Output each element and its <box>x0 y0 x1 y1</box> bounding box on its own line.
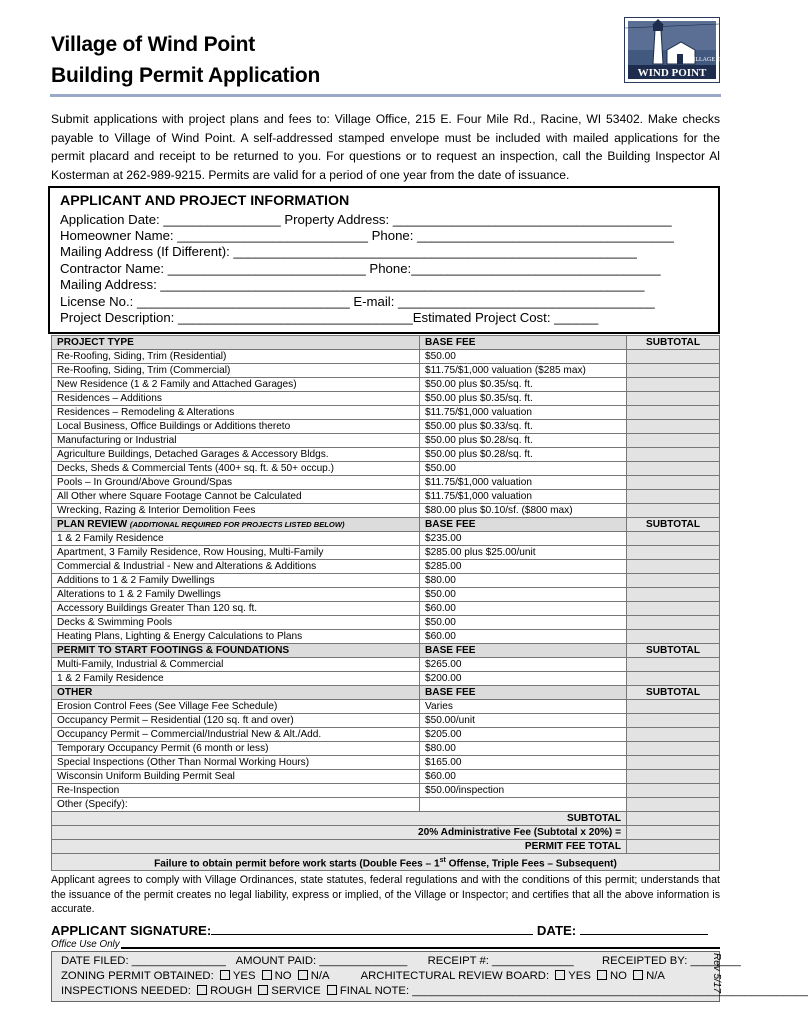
subtotal-field[interactable] <box>627 350 720 364</box>
subtotal-field[interactable] <box>627 770 720 784</box>
fee-row <box>52 448 720 462</box>
failure-notice-text-a: Failure to obtain permit before work starts (Double Fees – 1 <box>154 858 440 870</box>
fee-item: Occupancy Permit – Commercial/Industrial New & Alt./Add. <box>52 728 420 742</box>
other-header-row <box>52 686 720 700</box>
fee-amount: $11.75/$1,000 valuation <box>420 406 627 420</box>
fee-amount: $285.00 <box>420 560 627 574</box>
fee-item: Apartment, 3 Family Residence, Row Housing, Multi-Family <box>52 546 420 560</box>
office-row-1 <box>61 955 741 967</box>
office-use-label: Office Use Only <box>51 939 120 950</box>
subtotal-field[interactable] <box>627 728 720 742</box>
fee-amount: $50.00 plus $0.28/sq. ft. <box>420 434 627 448</box>
plan-review-header-note: (ADDITIONAL REQUIRED FOR PROJECTS LISTED BELOW) <box>129 520 345 529</box>
fee-row <box>52 420 720 434</box>
fee-item: Multi-Family, Industrial & Commercial <box>52 658 420 672</box>
final-checkbox[interactable] <box>327 985 337 995</box>
zoning-na-label: N/A <box>310 970 329 982</box>
fee-item: Wrecking, Razing & Interior Demolition Fees <box>52 504 420 518</box>
subtotal-field[interactable] <box>627 588 720 602</box>
fee-amount: $80.00 <box>420 742 627 756</box>
license-email-line[interactable]: License No.: _____________________________ E-mail: ___________________________________ <box>60 294 655 309</box>
contractor-mailing-line[interactable]: Mailing Address: __________________________________________________________________ <box>60 277 645 292</box>
fee-amount: $60.00 <box>420 602 627 616</box>
subtotal-header: SUBTOTAL <box>627 686 720 700</box>
subtotal-field[interactable] <box>627 434 720 448</box>
base-fee-header: BASE FEE <box>420 644 627 658</box>
fee-row <box>52 490 720 504</box>
fee-row <box>52 672 720 686</box>
fee-amount: $205.00 <box>420 728 627 742</box>
fee-item: Re-Inspection <box>52 784 420 798</box>
fee-amount: $11.75/$1,000 valuation <box>420 476 627 490</box>
zoning-na-checkbox[interactable] <box>298 970 308 980</box>
office-use-box <box>51 951 808 1002</box>
zoning-label: ZONING PERMIT OBTAINED: <box>61 970 214 982</box>
arch-no-checkbox[interactable] <box>597 970 607 980</box>
project-type-header <box>52 336 420 350</box>
fee-amount: $80.00 plus $0.10/sf. ($800 max) <box>420 504 627 518</box>
fee-item: Residences – Additions <box>52 392 420 406</box>
fee-amount: $60.00 <box>420 770 627 784</box>
service-checkbox[interactable] <box>258 985 268 995</box>
zoning-no-checkbox[interactable] <box>262 970 272 980</box>
arch-na-label: N/A <box>646 970 665 982</box>
failure-notice-sup: st <box>439 857 446 864</box>
fee-row <box>52 770 720 784</box>
fee-amount <box>420 798 627 812</box>
applicant-info-box <box>48 186 720 334</box>
subtotal-field[interactable] <box>627 574 720 588</box>
arch-yes-label: YES <box>568 970 591 982</box>
zoning-yes-label: YES <box>232 970 256 982</box>
fee-item: Additions to 1 & 2 Family Dwellings <box>52 574 420 588</box>
plan-review-header-row <box>52 518 720 532</box>
fee-amount: $50.00 plus $0.35/sq. ft. <box>420 378 627 392</box>
fee-item: Other (Specify): <box>52 798 420 812</box>
fee-row <box>52 476 720 490</box>
fee-amount: $285.00 plus $25.00/unit <box>420 546 627 560</box>
receipted-by-field[interactable]: RECEIPTED BY: ________ <box>601 955 741 967</box>
fee-row <box>52 532 720 546</box>
subtotal-field[interactable] <box>627 392 720 406</box>
subtotal-field[interactable] <box>627 546 720 560</box>
signature-row: APPLICANT SIGNATURE: DATE: <box>51 922 708 938</box>
service-label: SERVICE <box>271 985 321 997</box>
base-fee-header: BASE FEE <box>420 686 627 700</box>
fee-item: Local Business, Office Buildings or Additions thereto <box>52 420 420 434</box>
fee-item: Pools – In Ground/Above Ground/Spas <box>52 476 420 490</box>
fee-amount: Varies <box>420 700 627 714</box>
subtotal-header: SUBTOTAL <box>627 518 720 532</box>
subtotal-row-field[interactable] <box>627 812 720 826</box>
homeowner-line[interactable]: Homeowner Name: __________________________ Phone: ___________________________________ <box>60 228 674 243</box>
fee-row <box>52 798 720 812</box>
subtotal-field[interactable] <box>627 616 720 630</box>
fee-item: Re-Roofing, Siding, Trim (Residential) <box>52 350 420 364</box>
fee-item: Decks & Swimming Pools <box>52 616 420 630</box>
fee-row <box>52 560 720 574</box>
agreement-text: Applicant agrees to comply with Village Ordinances, state statutes, federal regulations and with the conditions of this permit; understands that the issuance of the permit creates no legal liability, express or implied, of the Village or Inspector; and certifies that all the above information is accurate. <box>51 874 720 915</box>
permit-total-row <box>52 840 720 854</box>
fee-amount: $80.00 <box>420 574 627 588</box>
fee-row <box>52 784 720 798</box>
fee-row <box>52 658 720 672</box>
office-row-2 <box>61 970 665 982</box>
arch-no-label: NO <box>610 970 627 982</box>
subtotal-field[interactable] <box>627 658 720 672</box>
fee-amount: $50.00 <box>420 350 627 364</box>
admin-fee-row-field[interactable] <box>627 826 720 840</box>
project-type-header-row <box>52 336 720 350</box>
fee-row <box>52 588 720 602</box>
fee-row <box>52 574 720 588</box>
fee-row <box>52 700 720 714</box>
subtotal-field[interactable] <box>627 672 720 686</box>
fee-row <box>52 616 720 630</box>
application-date-line[interactable]: Application Date: ________________ Property Address: ______________________________________ <box>60 212 672 227</box>
subtotal-field[interactable] <box>627 602 720 616</box>
fee-table <box>51 335 720 871</box>
fee-amount: $265.00 <box>420 658 627 672</box>
fee-item: 1 & 2 Family Residence <box>52 532 420 546</box>
mailing-address-alt-line[interactable]: Mailing Address (If Different): _______________________________________________________ <box>60 244 637 259</box>
subtotal-field[interactable] <box>627 406 720 420</box>
fee-item: Alterations to 1 & 2 Family Dwellings <box>52 588 420 602</box>
fee-amount: $50.00 plus $0.35/sq. ft. <box>420 392 627 406</box>
applicant-heading: APPLICANT AND PROJECT INFORMATION <box>60 193 350 209</box>
subtotal-header: SUBTOTAL <box>627 336 720 350</box>
subtotal-field[interactable] <box>627 798 720 812</box>
fee-row <box>52 504 720 518</box>
fee-item: Erosion Control Fees (See Village Fee Schedule) <box>52 700 420 714</box>
fee-item: Manufacturing or Industrial <box>52 434 420 448</box>
receipt-field[interactable]: RECEIPT #: _____________ <box>427 955 574 967</box>
project-description-line[interactable]: Project Description: ________________________________Estimated Project Cost: ______ <box>60 310 599 325</box>
subtotal-field[interactable] <box>627 420 720 434</box>
page-subtitle: Building Permit Application <box>51 64 321 87</box>
page-title: Village of Wind Point <box>51 33 256 56</box>
fee-amount: $50.00 <box>420 462 627 476</box>
base-fee-header: BASE FEE <box>420 518 627 532</box>
signature-field[interactable] <box>211 922 533 935</box>
date-filed-field[interactable]: DATE FILED: _______________ <box>61 955 226 967</box>
fee-item: Re-Roofing, Siding, Trim (Commercial) <box>52 364 420 378</box>
fee-item: Decks, Sheds & Commercial Tents (400+ sq. ft. & 50+ occup.) <box>52 462 420 476</box>
subtotal-field[interactable] <box>627 560 720 574</box>
permit-total-row-label: PERMIT FEE TOTAL <box>52 840 627 854</box>
village-logo <box>624 17 725 83</box>
other-header-label: OTHER <box>57 687 93 698</box>
subtotal-field[interactable] <box>627 742 720 756</box>
header-rule <box>50 94 721 97</box>
fee-amount: $165.00 <box>420 756 627 770</box>
subtotal-field[interactable] <box>627 462 720 476</box>
fee-row <box>52 462 720 476</box>
base-fee-header: BASE FEE <box>420 336 627 350</box>
failure-notice <box>52 854 720 871</box>
other-header <box>52 686 420 700</box>
fee-row <box>52 630 720 644</box>
plan-review-header-label: PLAN REVIEW <box>57 519 128 530</box>
rough-checkbox[interactable] <box>197 985 207 995</box>
fee-amount: $11.75/$1,000 valuation <box>420 490 627 504</box>
rough-label: ROUGH <box>210 985 253 997</box>
subtotal-field[interactable] <box>627 630 720 644</box>
subtotal-field[interactable] <box>627 378 720 392</box>
fee-row <box>52 602 720 616</box>
arch-review-label: ARCHITECTURAL REVIEW BOARD: <box>360 970 550 982</box>
fee-item: Wisconsin Uniform Building Permit Seal <box>52 770 420 784</box>
subtotal-field[interactable] <box>627 700 720 714</box>
fee-row <box>52 350 720 364</box>
subtotal-row-label: SUBTOTAL <box>52 812 627 826</box>
fee-amount: $50.00 <box>420 588 627 602</box>
subtotal-field[interactable] <box>627 784 720 798</box>
footings-header <box>52 644 420 658</box>
failure-notice-text-b: Offense, Triple Fees – Subsequent) <box>445 858 617 870</box>
fee-amount: $235.00 <box>420 532 627 546</box>
fee-amount: $50.00 <box>420 616 627 630</box>
subtotal-field[interactable] <box>627 490 720 504</box>
final-label: FINAL <box>339 985 372 997</box>
fee-row <box>52 392 720 406</box>
footings-header-label: PERMIT TO START FOOTINGS & FOUNDATIONS <box>57 645 290 656</box>
amount-paid-field[interactable]: AMOUNT PAID: ______________ <box>235 955 408 967</box>
fee-row <box>52 728 720 742</box>
arch-na-checkbox[interactable] <box>633 970 643 980</box>
fee-row <box>52 546 720 560</box>
fee-item: Commercial & Industrial - New and Alterations & Additions <box>52 560 420 574</box>
project-type-header-label: PROJECT TYPE <box>57 337 134 348</box>
subtotal-field[interactable] <box>627 756 720 770</box>
subtotal-field[interactable] <box>627 504 720 518</box>
fee-amount: $50.00/inspection <box>420 784 627 798</box>
fee-amount: $50.00 plus $0.28/sq. ft. <box>420 448 627 462</box>
subtotal-row <box>52 812 720 826</box>
note-field[interactable]: NOTE: _______________________________________________________________ <box>374 985 808 997</box>
fee-item: Heating Plans, Lighting & Energy Calculations to Plans <box>52 630 420 644</box>
permit-total-row-field[interactable] <box>627 840 720 854</box>
logo-small-text: VILLAGE OF <box>689 57 725 63</box>
fee-amount: $200.00 <box>420 672 627 686</box>
subtotal-field[interactable] <box>627 448 720 462</box>
admin-fee-row <box>52 826 720 840</box>
subtotal-field[interactable] <box>627 714 720 728</box>
fee-amount: $60.00 <box>420 630 627 644</box>
signature-date-field[interactable] <box>580 922 708 935</box>
fee-item: Occupancy Permit – Residential (120 sq. ft and over) <box>52 714 420 728</box>
subtotal-header: SUBTOTAL <box>627 644 720 658</box>
fee-amount: $11.75/$1,000 valuation ($285 max) <box>420 364 627 378</box>
intro-paragraph: Submit applications with project plans and fees to: Village Office, 215 E. Four Mile Rd., Racine, WI 53402. Make checks payable to Village of Wind Point. A self-addressed stamped envelope must be included with mailed applications for the permit placard and receipt to be returned to you. For questions or to request an inspection, call the Building Inspector Al Kosterman at 262-989-9215. Permits are valid for a period of one year from the date of issuance. <box>51 112 720 182</box>
fee-item: Residences – Remodeling & Alterations <box>52 406 420 420</box>
arch-yes-checkbox[interactable] <box>555 970 565 980</box>
fee-item: Temporary Occupancy Permit (6 month or less) <box>52 742 420 756</box>
fee-row <box>52 434 720 448</box>
subtotal-field[interactable] <box>627 532 720 546</box>
fee-item: Accessory Buildings Greater Than 120 sq. ft. <box>52 602 420 616</box>
subtotal-field[interactable] <box>627 476 720 490</box>
footings-header-row <box>52 644 720 658</box>
zoning-yes-checkbox[interactable] <box>220 970 230 980</box>
fee-item: 1 & 2 Family Residence <box>52 672 420 686</box>
fee-row <box>52 364 720 378</box>
office-divider <box>121 947 720 949</box>
logo-name-text: WIND POINT <box>637 67 707 79</box>
fee-amount: $50.00 plus $0.33/sq. ft. <box>420 420 627 434</box>
fee-item: Special Inspections (Other Than Normal Working Hours) <box>52 756 420 770</box>
fee-item: All Other where Square Footage Cannot be Calculated <box>52 490 420 504</box>
zoning-no-label: NO <box>274 970 292 982</box>
fee-item: New Residence (1 & 2 Family and Attached Garages) <box>52 378 420 392</box>
subtotal-field[interactable] <box>627 364 720 378</box>
date-label: DATE: <box>536 923 577 938</box>
revision-label: Rev 5/17 <box>711 953 722 994</box>
fee-item: Agriculture Buildings, Detached Garages & Accessory Bldgs. <box>52 448 420 462</box>
fee-row <box>52 406 720 420</box>
office-row-3 <box>61 985 808 997</box>
fee-row <box>52 714 720 728</box>
fee-amount: $50.00/unit <box>420 714 627 728</box>
fee-row <box>52 756 720 770</box>
plan-review-header <box>52 518 420 532</box>
inspections-label: INSPECTIONS NEEDED: <box>61 985 191 997</box>
contractor-line[interactable]: Contractor Name: ___________________________ Phone:__________________________________ <box>60 261 661 276</box>
failure-notice-row <box>52 854 720 871</box>
admin-fee-row-label: 20% Administrative Fee (Subtotal x 20%) = <box>52 826 627 840</box>
signature-label: APPLICANT SIGNATURE <box>51 923 207 938</box>
fee-row <box>52 742 720 756</box>
fee-row <box>52 378 720 392</box>
